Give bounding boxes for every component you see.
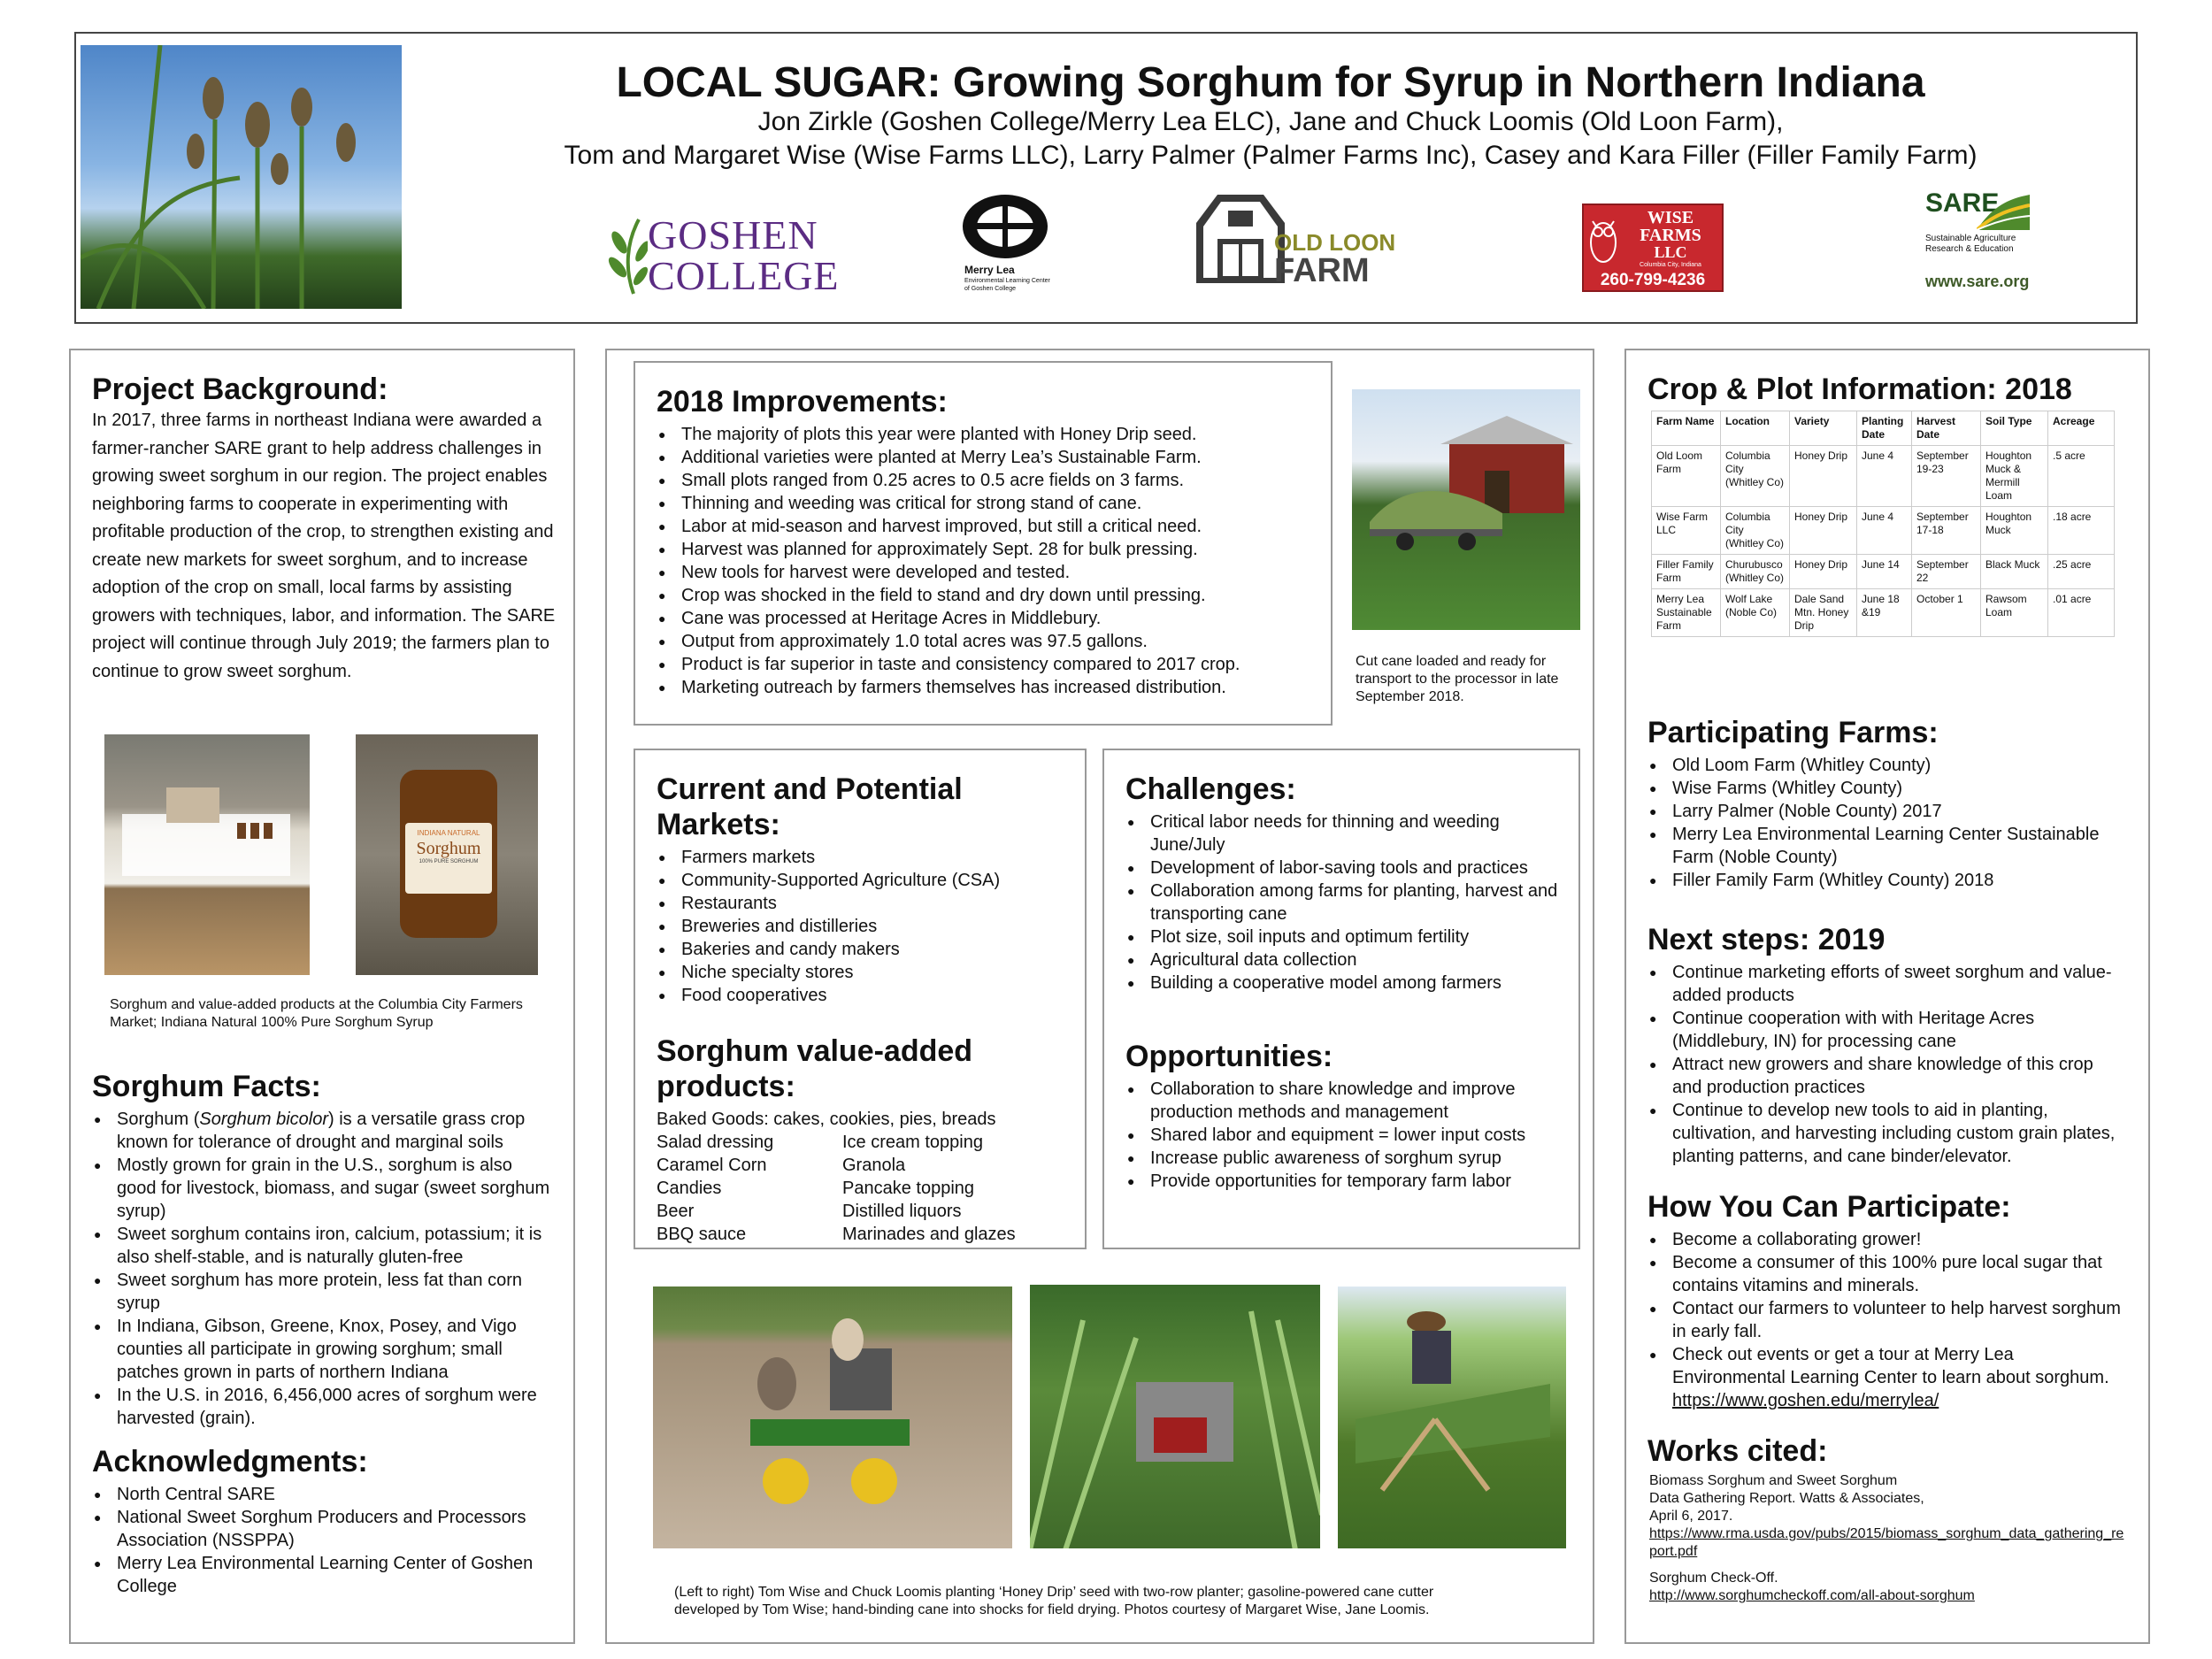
table-row — [1652, 446, 2115, 507]
table-cell: Honey Drip — [1790, 446, 1857, 507]
farm-item: ● Larry Palmer (Noble County) 2017 — [1649, 800, 2127, 823]
table-cell: September 17-18 — [1912, 507, 1981, 555]
goshen-college-logo — [607, 211, 855, 299]
improvement-item: ● Labor at mid-season and harvest improved, but still a critical need. — [658, 515, 1322, 538]
merry-lea-subtitle-1: Environmental Learning Center — [964, 278, 1050, 284]
next-step-item: ● Continue to develop new tools to aid in planting, cultivation, and harvesting including custom grain plates, planting patterns, and cane binder/elevator. — [1649, 1099, 2127, 1168]
value-added-item: Ice cream topping — [842, 1133, 983, 1152]
baked-goods-line: Baked Goods: cakes, cookies, pies, breads — [657, 1110, 996, 1129]
value-added-column-2 — [842, 1131, 1016, 1246]
jar-label-desc: 100% PURE SORGHUM — [419, 859, 479, 864]
next-steps-list — [1649, 961, 2127, 1168]
next-step-item: ● Continue marketing efforts of sweet sorghum and value-added products — [1649, 961, 2127, 1007]
header-panel — [74, 32, 2138, 324]
crop-table-header: Soil Type — [1981, 411, 2048, 446]
old-loon-farm-logo — [1191, 184, 1394, 299]
improvement-item: ● Product is far superior in taste and consistency compared to 2017 crop. — [658, 653, 1322, 676]
wise-logo-line-3: LLC — [1654, 243, 1687, 261]
value-added-item: Granola — [842, 1156, 906, 1175]
wise-logo-line-1: WISE — [1647, 208, 1694, 227]
merry-lea-link[interactable]: https://www.goshen.edu/merrylea/ — [1672, 1391, 1939, 1410]
participate-list — [1649, 1228, 2127, 1412]
acknowledgment-item: ● North Central SARE — [94, 1483, 556, 1506]
crop-table-header: Farm Name — [1652, 411, 1721, 446]
jar-label — [405, 823, 492, 894]
works-cited-heading: Works cited: — [1647, 1434, 1828, 1468]
improvement-item: ● The majority of plots this year were planted with Honey Drip seed. — [658, 423, 1322, 446]
crop-table-header: Planting Date — [1857, 411, 1912, 446]
goshen-logo-line-1: GOSHEN — [648, 212, 818, 257]
table-cell: Houghton Muck — [1981, 507, 2048, 555]
background-heading: Project Background: — [92, 373, 388, 406]
middle-column-panel — [605, 349, 1594, 1644]
value-added-heading: Sorghum value-added products: — [657, 1034, 973, 1103]
merry-lea-subtitle-2: of Goshen College — [964, 286, 1016, 292]
table-cell: Merry Lea Sustainable Farm — [1652, 589, 1721, 637]
table-cell: .01 acre — [2048, 589, 2115, 637]
opportunity-item: ● Collaboration to share knowledge and improve production methods and management — [1127, 1078, 1570, 1124]
farm-item: ● Old Loom Farm (Whitley County) — [1649, 754, 2127, 777]
challenge-item: ● Critical labor needs for thinning and weeding June/July — [1127, 810, 1570, 856]
market-item: ● Food cooperatives — [658, 984, 1074, 1007]
challenge-item: ● Development of labor-saving tools and practices — [1127, 856, 1570, 879]
wise-logo-line-2: FARMS — [1640, 226, 1701, 245]
table-cell: Wolf Lake (Noble Co) — [1721, 589, 1790, 637]
right-column-panel — [1624, 349, 2150, 1644]
fact-item: ● Sweet sorghum contains iron, calcium, potassium; it is also shelf-stable, and is naturally gluten-free — [94, 1223, 556, 1269]
opportunities-list — [1127, 1078, 1570, 1193]
sare-field-icon — [1977, 195, 2030, 230]
reference-1-line-1: Biomass Sorghum and Sweet Sorghum — [1649, 1473, 1898, 1488]
next-step-item: ● Continue cooperation with with Heritage Acres (Middlebury, IN) for processing cane — [1649, 1007, 2127, 1053]
goshen-logo-line-2: COLLEGE — [648, 253, 840, 298]
challenge-item: ● Plot size, soil inputs and optimum fertility — [1127, 926, 1570, 949]
table-cell: June 4 — [1857, 446, 1912, 507]
fact-item: ● Sorghum (Sorghum bicolor) is a versatile grass crop known for tolerance of drought and marginal soils — [94, 1108, 556, 1154]
participate-item: ● Check out events or get a tour at Merry Lea Environmental Learning Center to learn about sorghum. https://www.goshen.edu/merrylea/ — [1649, 1343, 2127, 1412]
table-cell: Columbia City (Whitley Co) — [1721, 507, 1790, 555]
participate-item: ● Become a consumer of this 100% pure local sugar that contains vitamins and minerals. — [1649, 1251, 2127, 1297]
participating-farms-list — [1649, 754, 2127, 892]
left-column-panel — [69, 349, 575, 1644]
hand-binding-photo — [1338, 1286, 1566, 1548]
improvements-panel — [634, 361, 1333, 726]
cane-cutter-photo — [1030, 1285, 1320, 1548]
merry-lea-name: Merry Lea — [964, 264, 1015, 276]
sare-logo-name: SARE — [1925, 188, 2000, 218]
facts-heading: Sorghum Facts: — [92, 1070, 321, 1103]
value-added-item: Caramel Corn — [657, 1156, 767, 1175]
table-cell: Rawsom Loam — [1981, 589, 2048, 637]
owl-icon — [1587, 212, 1619, 265]
opportunity-item: ● Shared labor and equipment = lower input costs — [1127, 1124, 1570, 1147]
table-cell: .18 acre — [2048, 507, 2115, 555]
improvement-item: ● Small plots ranged from 0.25 acres to 0.5 acre fields on 3 farms. — [658, 469, 1322, 492]
sare-logo — [1925, 189, 2049, 313]
wise-logo-location: Columbia City, Indiana — [1640, 262, 1701, 268]
fact-item: ● Mostly grown for grain in the U.S., sorghum is also good for livestock, biomass, and sugar (sweet sorghum syrup) — [94, 1154, 556, 1223]
merry-lea-emblem-icon — [961, 193, 1049, 260]
table-cell: Honey Drip — [1790, 555, 1857, 589]
table-cell: June 18 &19 — [1857, 589, 1912, 637]
reference-2-title: Sorghum Check-Off. — [1649, 1571, 1778, 1586]
market-item: ● Breweries and distilleries — [658, 915, 1074, 938]
table-row — [1652, 507, 2115, 555]
table-cell: Old Loom Farm — [1652, 446, 1721, 507]
table-row — [1652, 589, 2115, 637]
acknowledgments-list — [94, 1483, 556, 1598]
opportunity-item: ● Provide opportunities for temporary farm labor — [1127, 1170, 1570, 1193]
authors-line-2: Tom and Margaret Wise (Wise Farms LLC), Larry Palmer (Palmer Farms Inc), Casey and Kara Filler (Filler Family Farm) — [564, 141, 1978, 170]
crop-info-heading: Crop & Plot Information: 2018 — [1647, 373, 2072, 406]
acknowledgment-item: ● National Sweet Sorghum Producers and Processors Association (NSSPPA) — [94, 1506, 556, 1552]
jar-label-brand: INDIANA NATURAL — [417, 829, 480, 837]
market-item: ● Community-Supported Agriculture (CSA) — [658, 869, 1074, 892]
value-added-item: Distilled liquors — [842, 1202, 962, 1221]
table-cell: October 1 — [1912, 589, 1981, 637]
reference-1-link[interactable]: https://www.rma.usda.gov/pubs/2015/biomass_sorghum_data_gathering_report.pdf — [1649, 1526, 2124, 1559]
jar-label-name: Sorghum — [416, 839, 481, 858]
background-photo-caption: Sorghum and value-added products at the Columbia City Farmers Market; Indiana Natural 100% Pure Sorghum Syrup — [110, 997, 523, 1030]
reference-1-line-3: April 6, 2017. — [1649, 1509, 1733, 1524]
challenges-panel — [1102, 749, 1580, 1249]
table-cell: Black Muck — [1981, 555, 2048, 589]
fact-item: ● In Indiana, Gibson, Greene, Knox, Posey, and Vigo counties all participate in growing sorghum; small patches grown in parts of northern Indiana — [94, 1315, 556, 1384]
value-added-column-1 — [657, 1131, 773, 1246]
improvement-item: ● Marketing outreach by farmers themselves has increased distribution. — [658, 676, 1322, 699]
challenge-item: ● Collaboration among farms for planting, harvest and transporting cane — [1127, 879, 1570, 926]
participate-heading: How You Can Participate: — [1647, 1190, 2011, 1224]
olive-branch-icon — [607, 216, 648, 296]
crop-table-header: Variety — [1790, 411, 1857, 446]
challenges-heading: Challenges: — [1125, 772, 1296, 806]
participate-item: ● Become a collaborating grower! — [1649, 1228, 2127, 1251]
wise-logo-phone: 260-799-4236 — [1600, 271, 1706, 289]
challenges-list — [1127, 810, 1570, 995]
value-added-item: Candies — [657, 1179, 722, 1198]
reference-1-line-2: Data Gathering Report. Watts & Associates, — [1649, 1491, 1924, 1506]
table-cell: Columbia City (Whitley Co) — [1721, 446, 1790, 507]
table-cell: September 22 — [1912, 555, 1981, 589]
cut-cane-caption: Cut cane loaded and ready for transport to the processor in late September 2018. — [1356, 654, 1559, 704]
improvements-heading: 2018 Improvements: — [657, 385, 948, 419]
bottom-photo-caption-line-1: (Left to right) Tom Wise and Chuck Loomis planting ‘Honey Drip’ seed with two-row planter; gasoline-powered cane cutter — [674, 1585, 1434, 1600]
improvement-item: ● Thinning and weeding was critical for strong stand of cane. — [658, 492, 1322, 515]
challenge-item: ● Agricultural data collection — [1127, 949, 1570, 972]
table-cell: June 14 — [1857, 555, 1912, 589]
market-item: ● Bakeries and candy makers — [658, 938, 1074, 961]
wise-farms-logo — [1582, 204, 1724, 292]
table-cell: June 4 — [1857, 507, 1912, 555]
old-loon-logo-line-1: OLD LOON — [1274, 229, 1396, 256]
value-added-item: Marinades and glazes — [842, 1225, 1016, 1244]
table-cell: Wise Farm LLC — [1652, 507, 1721, 555]
improvement-item: ● New tools for harvest were developed and tested. — [658, 561, 1322, 584]
improvement-item: ● Additional varieties were planted at Merry Lea’s Sustainable Farm. — [658, 446, 1322, 469]
sorghum-jar-photo — [356, 734, 538, 975]
value-added-item: Beer — [657, 1202, 695, 1221]
sare-logo-line-2: Research & Education — [1925, 244, 2014, 254]
market-item: ● Restaurants — [658, 892, 1074, 915]
improvements-list — [658, 423, 1322, 699]
table-cell: Churubusco (Whitley Co) — [1721, 555, 1790, 589]
fact-item: ● Sweet sorghum has more protein, less fat than corn syrup — [94, 1269, 556, 1315]
crop-table-header: Acreage — [2048, 411, 2115, 446]
markets-list — [658, 846, 1074, 1007]
participating-farms-heading: Participating Farms: — [1647, 716, 1939, 749]
markets-panel — [634, 749, 1087, 1249]
farm-item: ● Merry Lea Environmental Learning Center Sustainable Farm (Noble County) — [1649, 823, 2127, 869]
acknowledgments-heading: Acknowledgments: — [92, 1445, 368, 1479]
table-cell: Dale Sand Mtn. Honey Drip — [1790, 589, 1857, 637]
market-item: ● Farmers markets — [658, 846, 1074, 869]
planting-photo — [653, 1286, 1012, 1548]
challenge-item: ● Building a cooperative model among farmers — [1127, 972, 1570, 995]
table-row — [1652, 555, 2115, 589]
farm-item: ● Wise Farms (Whitley County) — [1649, 777, 2127, 800]
table-cell: .25 acre — [2048, 555, 2115, 589]
value-added-item: Pancake topping — [842, 1179, 975, 1198]
improvement-item: ● Output from approximately 1.0 total acres was 97.5 gallons. — [658, 630, 1322, 653]
crop-table-header: Location — [1721, 411, 1790, 446]
improvement-item: ● Harvest was planned for approximately Sept. 28 for bulk pressing. — [658, 538, 1322, 561]
table-cell: .5 acre — [2048, 446, 2115, 507]
next-steps-heading: Next steps: 2019 — [1647, 923, 1886, 956]
participate-item: ● Contact our farmers to volunteer to help harvest sorghum in early fall. — [1649, 1297, 2127, 1343]
bottom-photo-caption-line-2: developed by Tom Wise; hand-binding cane into shocks for field drying. Photos courtesy of Margaret Wise, Jane Loomis. — [674, 1602, 1430, 1617]
markets-heading: Current and Potential Markets: — [657, 772, 963, 841]
crop-table-header: Harvest Date — [1912, 411, 1981, 446]
crop-table-header-row — [1652, 411, 2115, 446]
farmers-market-photo — [104, 734, 310, 975]
sare-logo-line-1: Sustainable Agriculture — [1925, 234, 2016, 243]
table-cell: Houghton Muck & Mermill Loam — [1981, 446, 2048, 507]
opportunity-item: ● Increase public awareness of sorghum syrup — [1127, 1147, 1570, 1170]
authors-line-1: Jon Zirkle (Goshen College/Merry Lea ELC), Jane and Chuck Loomis (Old Loon Farm), — [757, 107, 1784, 136]
value-added-item: Salad dressing — [657, 1133, 774, 1152]
opportunities-heading: Opportunities: — [1125, 1040, 1333, 1073]
fact-item: ● In the U.S. in 2016, 6,456,000 acres of sorghum were harvested (grain). — [94, 1384, 556, 1430]
facts-list — [94, 1108, 556, 1430]
table-cell: Filler Family Farm — [1652, 555, 1721, 589]
merry-lea-logo — [961, 193, 1094, 308]
poster-title: LOCAL SUGAR: Growing Sorghum for Syrup in Northern Indiana — [616, 59, 1925, 106]
improvement-item: ● Crop was shocked in the field to stand and dry down until pressing. — [658, 584, 1322, 607]
acknowledgment-item: ● Merry Lea Environmental Learning Center of Goshen College — [94, 1552, 556, 1598]
value-added-item: BBQ sauce — [657, 1225, 747, 1244]
works-cited-list — [1649, 1472, 2127, 1605]
background-text: In 2017, three farms in northeast Indiana were awarded a farmer-rancher SARE grant to help address challenges in growing sweet sorghum in our region. The project enables neighboring farms to cooperate in experimenting with profitable production of the crop, to strengthen existing and create new markets for sweet sorghum, and to increase adoption of the crop on small, local farms by assisting growers with techniques, labor, and information. The SARE project will continue through July 2019; the farmers plan to continue to grow sweet sorghum. — [92, 411, 556, 681]
sare-logo-url: www.sare.org — [1925, 273, 2030, 290]
table-cell: September 19-23 — [1912, 446, 1981, 507]
cut-cane-trailer-photo — [1352, 389, 1580, 630]
old-loon-logo-line-2: FARM — [1274, 252, 1370, 289]
table-cell: Honey Drip — [1790, 507, 1857, 555]
crop-info-table — [1651, 411, 2115, 637]
sorghum-field-photo — [81, 45, 402, 309]
next-step-item: ● Attract new growers and share knowledge of this crop and production practices — [1649, 1053, 2127, 1099]
farm-item: ● Filler Family Farm (Whitley County) 2018 — [1649, 869, 2127, 892]
reference-2-link[interactable]: http://www.sorghumcheckoff.com/all-about-sorghum — [1649, 1588, 1975, 1603]
market-item: ● Niche specialty stores — [658, 961, 1074, 984]
improvement-item: ● Cane was processed at Heritage Acres in Middlebury. — [658, 607, 1322, 630]
